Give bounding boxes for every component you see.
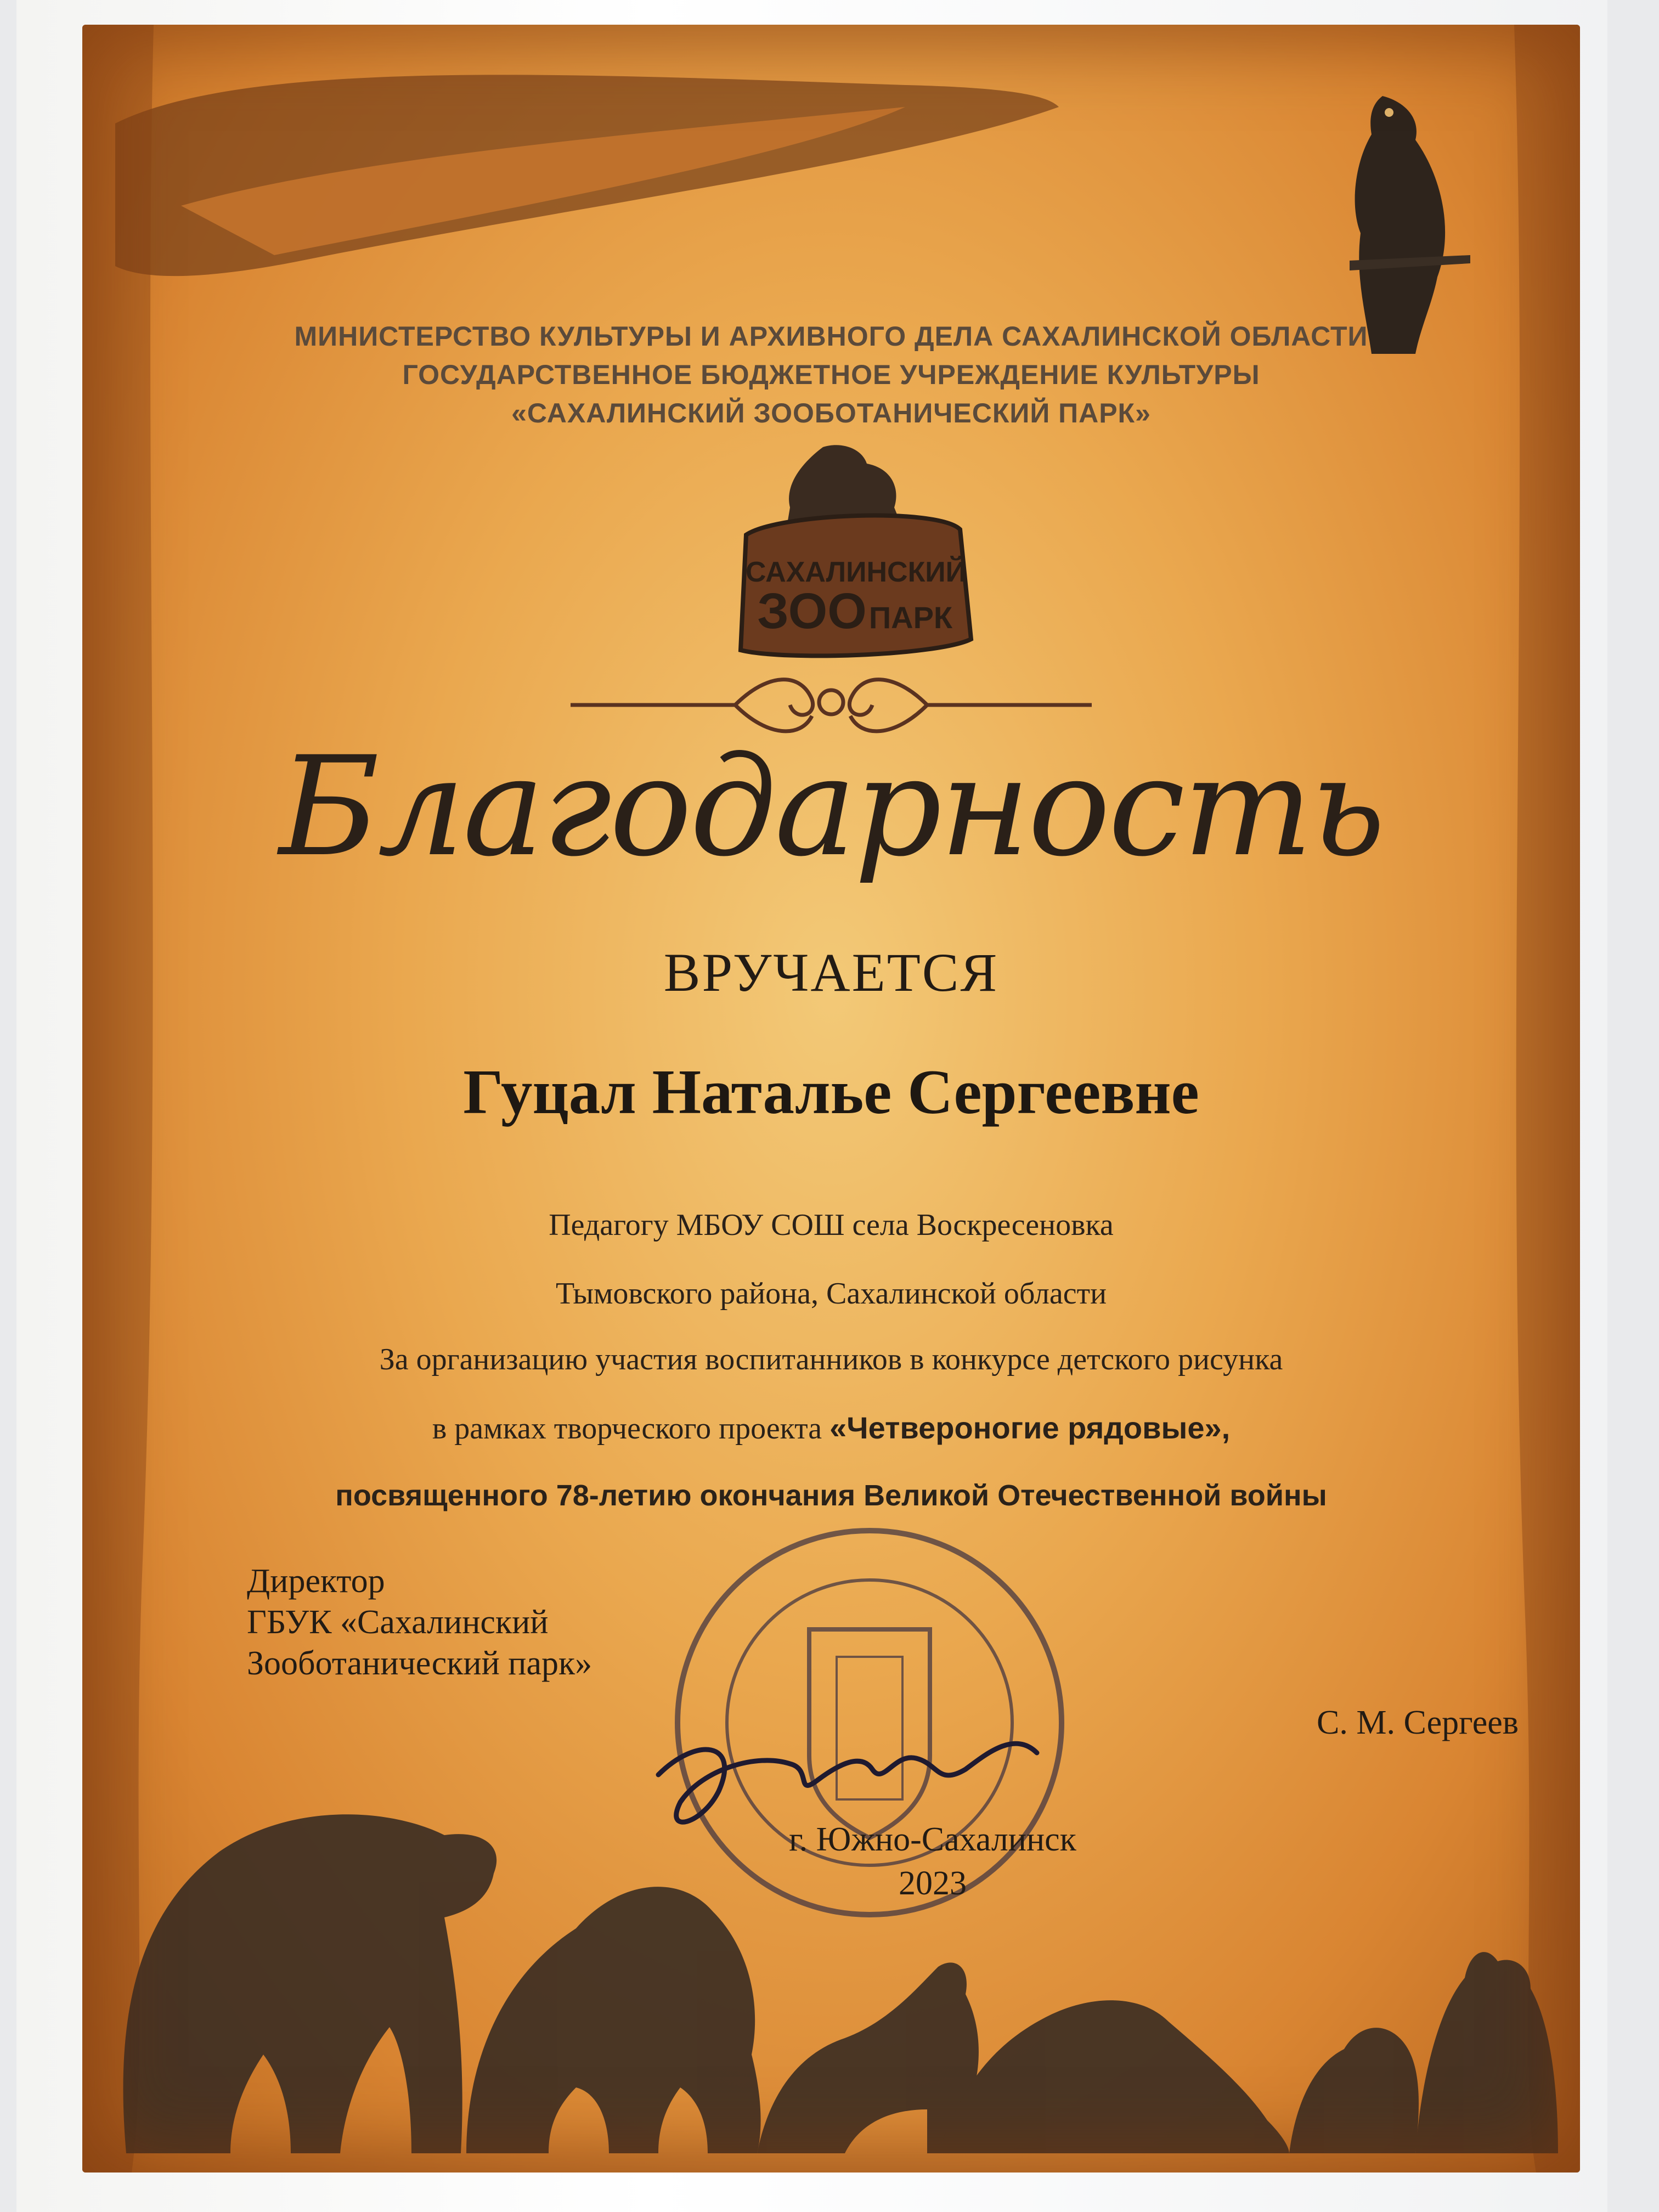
signer-name: С. М. Сергеев xyxy=(1317,1704,1519,1741)
body-line4-prefix: в рамках творческого проекта xyxy=(432,1412,830,1446)
logo-line1: САХАЛИНСКИЙ xyxy=(745,556,967,588)
body-line3: За организацию участия воспитанников в конкурсе детского рисунка xyxy=(379,1342,1283,1376)
project-name: «Четвероногие рядовые», xyxy=(830,1410,1231,1445)
body-line5: посвященного 78-летию окончания Великой Отечественной войны xyxy=(335,1479,1327,1512)
awarded-label: ВРУЧАЕТСЯ xyxy=(663,942,999,1003)
recipient-name: Гуцал Наталье Сергеевне xyxy=(463,1057,1199,1127)
header-line3: «САХАЛИНСКИЙ ЗООБОТАНИЧЕСКИЙ ПАРК» xyxy=(511,398,1151,428)
logo-line2b: ПАРК xyxy=(868,600,953,635)
certificate-page xyxy=(82,25,1580,2172)
header-line1: МИНИСТЕРСТВО КУЛЬТУРЫ И АРХИВНОГО ДЕЛА САХАЛИНСКОЙ ОБЛАСТИ xyxy=(294,321,1368,352)
bear-logo-icon xyxy=(741,445,971,656)
eagle-icon xyxy=(1350,96,1470,354)
certificate-title: Благодарность xyxy=(279,727,1384,887)
header-line2: ГОСУДАРСТВЕННОЕ БЮДЖЕТНОЕ УЧРЕЖДЕНИЕ КУЛЬТУРЫ xyxy=(402,359,1260,390)
body-line2: Тымовского района, Сахалинской области xyxy=(555,1277,1107,1311)
city: г. Южно-Сахалинск xyxy=(789,1821,1076,1858)
ornament-divider-icon xyxy=(571,680,1092,731)
year: 2023 xyxy=(899,1865,967,1902)
body-line4 xyxy=(82,1410,1580,1447)
body-line1: Педагогу МБОУ СОШ села Воскресеновка xyxy=(549,1208,1114,1242)
director-org-line1: ГБУК «Сахалинский xyxy=(247,1604,549,1641)
director-block xyxy=(247,1561,592,1684)
logo-line2a: ЗОО xyxy=(757,583,867,639)
director-title: Директор xyxy=(247,1562,385,1600)
director-org-line2: Зооботанический парк» xyxy=(247,1645,592,1682)
